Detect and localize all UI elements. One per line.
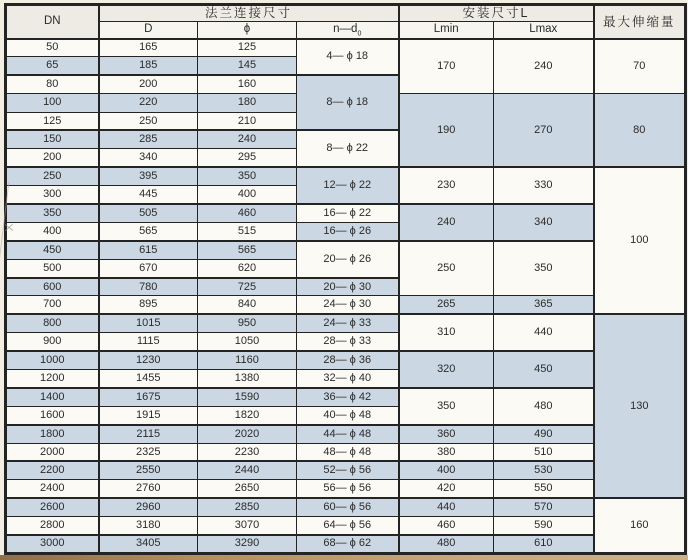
flange-phi-cell: 515 [198, 222, 297, 240]
flange-d-cell: 2115 [99, 425, 198, 443]
table-row [6, 461, 686, 479]
bolt-spec-cell: 40— ϕ 48 [297, 406, 399, 424]
lmin-cell: 400 [399, 461, 494, 479]
flange-d-cell: 1915 [99, 406, 198, 424]
lmin-cell: 240 [399, 204, 494, 241]
bolt-spec-cell: 20— ϕ 30 [297, 278, 399, 296]
flange-phi-cell: 565 [198, 241, 297, 259]
flange-phi-cell: 2850 [198, 498, 297, 516]
lmax-cell: 270 [494, 94, 594, 168]
flange-d-cell: 565 [99, 222, 198, 240]
dn-cell: 150 [6, 130, 99, 148]
table-row [6, 517, 686, 535]
bolt-spec-cell: 60— ϕ 56 [297, 498, 399, 516]
bolt-spec-cell: 8— ϕ 22 [297, 130, 399, 167]
lmax-cell: 440 [494, 314, 594, 351]
dn-cell: 2800 [6, 517, 99, 535]
dn-cell: 1000 [6, 351, 99, 369]
lmax-cell: 480 [494, 388, 594, 425]
flange-d-cell: 185 [99, 57, 198, 75]
bolt-spec-cell: 8— ϕ 18 [297, 75, 399, 130]
bolt-spec-cell: 24— ϕ 30 [297, 296, 399, 314]
flange-d-cell: 1115 [99, 333, 198, 351]
dn-cell: 900 [6, 333, 99, 351]
flange-phi-cell: 350 [198, 167, 297, 185]
lmax-cell: 550 [494, 480, 594, 498]
header-col-phi: ϕ [198, 22, 297, 39]
dn-cell: 1400 [6, 388, 99, 406]
header-col-d: D [99, 22, 198, 39]
bolt-spec-cell: 20— ϕ 26 [297, 241, 399, 278]
lmin-cell: 250 [399, 241, 494, 296]
lmin-cell: 420 [399, 480, 494, 498]
flange-d-cell: 670 [99, 259, 198, 277]
max-expansion-cell: 80 [594, 94, 686, 168]
bolt-spec-cell: 64— ϕ 56 [297, 517, 399, 535]
lmax-cell: 330 [494, 167, 594, 204]
lmin-cell: 440 [399, 498, 494, 516]
dn-cell: 500 [6, 259, 99, 277]
bolt-spec-cell: 24— ϕ 33 [297, 314, 399, 332]
max-expansion-cell: 100 [594, 167, 686, 314]
flange-d-cell: 1230 [99, 351, 198, 369]
flange-phi-cell: 460 [198, 204, 297, 222]
lmin-cell: 480 [399, 535, 494, 553]
table-body [6, 39, 686, 554]
header-dn: DN [6, 5, 99, 39]
flange-phi-cell: 1590 [198, 388, 297, 406]
lmin-cell: 380 [399, 443, 494, 461]
bolt-spec-cell: 4— ϕ 18 [297, 39, 399, 76]
bolt-spec-cell: 28— ϕ 33 [297, 333, 399, 351]
lmax-cell: 570 [494, 498, 594, 516]
flange-phi-cell: 240 [198, 130, 297, 148]
bolt-spec-cell: 12— ϕ 22 [297, 167, 399, 204]
flange-phi-cell: 295 [198, 149, 297, 167]
lmin-cell: 360 [399, 425, 494, 443]
flange-d-cell: 220 [99, 94, 198, 112]
dn-cell: 125 [6, 112, 99, 130]
flange-d-cell: 505 [99, 204, 198, 222]
flange-d-cell: 2960 [99, 498, 198, 516]
lmax-cell: 450 [494, 351, 594, 388]
flange-d-cell: 780 [99, 278, 198, 296]
flange-d-cell: 615 [99, 241, 198, 259]
table-header [6, 5, 686, 39]
flange-phi-cell: 620 [198, 259, 297, 277]
bolt-spec-cell: 52— ϕ 56 [297, 461, 399, 479]
dn-cell: 800 [6, 314, 99, 332]
lmax-cell: 240 [494, 39, 594, 94]
flange-d-cell: 445 [99, 186, 198, 204]
bolt-spec-cell: 48— ϕ 48 [297, 443, 399, 461]
dn-cell: 2600 [6, 498, 99, 516]
flange-d-cell: 2760 [99, 480, 198, 498]
flange-phi-cell: 1820 [198, 406, 297, 424]
dn-cell: 1200 [6, 370, 99, 388]
dn-cell: 1800 [6, 425, 99, 443]
flange-d-cell: 895 [99, 296, 198, 314]
table-row [6, 535, 686, 553]
table-row [6, 314, 686, 332]
table-row [6, 296, 686, 314]
max-expansion-cell: 70 [594, 39, 686, 94]
flange-d-cell: 2325 [99, 443, 198, 461]
flange-phi-cell: 1380 [198, 370, 297, 388]
flange-dimension-table [4, 3, 687, 555]
flange-phi-cell: 840 [198, 296, 297, 314]
dn-cell: 350 [6, 204, 99, 222]
flange-d-cell: 1455 [99, 370, 198, 388]
flange-phi-cell: 2650 [198, 480, 297, 498]
lmax-cell: 340 [494, 204, 594, 241]
bolt-spec-cell: 16— ϕ 26 [297, 222, 399, 240]
dn-cell: 300 [6, 186, 99, 204]
flange-phi-cell: 145 [198, 57, 297, 75]
page-bottom-edge [0, 555, 688, 560]
lmax-cell: 365 [494, 296, 594, 314]
bolt-spec-cell: 32— ϕ 40 [297, 370, 399, 388]
dn-cell: 600 [6, 278, 99, 296]
dn-cell: 1600 [6, 406, 99, 424]
dn-cell: 200 [6, 149, 99, 167]
lmax-cell: 350 [494, 241, 594, 296]
header-max-expansion: 最大伸缩量 [594, 5, 686, 39]
table-row [6, 443, 686, 461]
bolt-spec-cell: 68— ϕ 62 [297, 535, 399, 553]
lmin-cell: 265 [399, 296, 494, 314]
flange-phi-cell: 2230 [198, 443, 297, 461]
lmin-cell: 230 [399, 167, 494, 204]
table-row [6, 498, 686, 516]
header-col-nd: $n—d_0$ [297, 22, 399, 39]
dn-cell: 100 [6, 94, 99, 112]
flange-phi-cell: 3290 [198, 535, 297, 553]
table-row [6, 241, 686, 259]
flange-phi-cell: 950 [198, 314, 297, 332]
bolt-spec-cell: 36— ϕ 42 [297, 388, 399, 406]
dn-cell: 400 [6, 222, 99, 240]
flange-d-cell: 395 [99, 167, 198, 185]
flange-d-cell: 200 [99, 75, 198, 93]
header-col-lmax: Lmax [494, 22, 594, 39]
flange-d-cell: 285 [99, 130, 198, 148]
lmin-cell: 310 [399, 314, 494, 351]
dn-cell: 3000 [6, 535, 99, 553]
lmin-cell: 350 [399, 388, 494, 425]
table-row [6, 39, 686, 57]
table-row [6, 388, 686, 406]
dn-cell: 80 [6, 75, 99, 93]
flange-phi-cell: 2020 [198, 425, 297, 443]
dn-cell: 700 [6, 296, 99, 314]
flange-d-cell: 2550 [99, 461, 198, 479]
bolt-spec-cell: 56— ϕ 56 [297, 480, 399, 498]
header-flange-group: 法兰连接尺寸 [99, 5, 399, 22]
flange-phi-cell: 125 [198, 39, 297, 57]
header-col-lmin: Lmin [399, 22, 494, 39]
lmax-cell: 610 [494, 535, 594, 553]
lmin-cell: 170 [399, 39, 494, 94]
dn-cell: 65 [6, 57, 99, 75]
max-expansion-cell: 130 [594, 314, 686, 498]
dn-cell: 50 [6, 39, 99, 57]
flange-d-cell: 340 [99, 149, 198, 167]
lmin-cell: 460 [399, 517, 494, 535]
flange-d-cell: 250 [99, 112, 198, 130]
lmax-cell: 490 [494, 425, 594, 443]
flange-d-cell: 1015 [99, 314, 198, 332]
max-expansion-cell: 160 [594, 498, 686, 553]
flange-d-cell: 3180 [99, 517, 198, 535]
flange-phi-cell: 160 [198, 75, 297, 93]
dn-cell: 2000 [6, 443, 99, 461]
dn-cell: 450 [6, 241, 99, 259]
lmin-cell: 190 [399, 94, 494, 168]
flange-phi-cell: 1050 [198, 333, 297, 351]
bolt-spec-cell: 28— ϕ 36 [297, 351, 399, 369]
flange-d-cell: 1675 [99, 388, 198, 406]
flange-phi-cell: 1160 [198, 351, 297, 369]
dn-cell: 2400 [6, 480, 99, 498]
lmin-cell: 320 [399, 351, 494, 388]
lmax-cell: 510 [494, 443, 594, 461]
table-row [6, 480, 686, 498]
flange-d-cell: 3405 [99, 535, 198, 553]
flange-phi-cell: 725 [198, 278, 297, 296]
flange-phi-cell: 2440 [198, 461, 297, 479]
dn-cell: 250 [6, 167, 99, 185]
flange-phi-cell: 400 [198, 186, 297, 204]
flange-phi-cell: 180 [198, 94, 297, 112]
bolt-spec-cell: 16— ϕ 22 [297, 204, 399, 222]
dn-cell: 2200 [6, 461, 99, 479]
header-install-group: 安装尺寸L [399, 5, 594, 22]
flange-d-cell: 165 [99, 39, 198, 57]
table-row [6, 204, 686, 222]
lmax-cell: 530 [494, 461, 594, 479]
lmax-cell: 590 [494, 517, 594, 535]
flange-phi-cell: 210 [198, 112, 297, 130]
flange-phi-cell: 3070 [198, 517, 297, 535]
table-row [6, 425, 686, 443]
table-row [6, 351, 686, 369]
bolt-spec-cell: 44— ϕ 48 [297, 425, 399, 443]
table-row [6, 167, 686, 185]
